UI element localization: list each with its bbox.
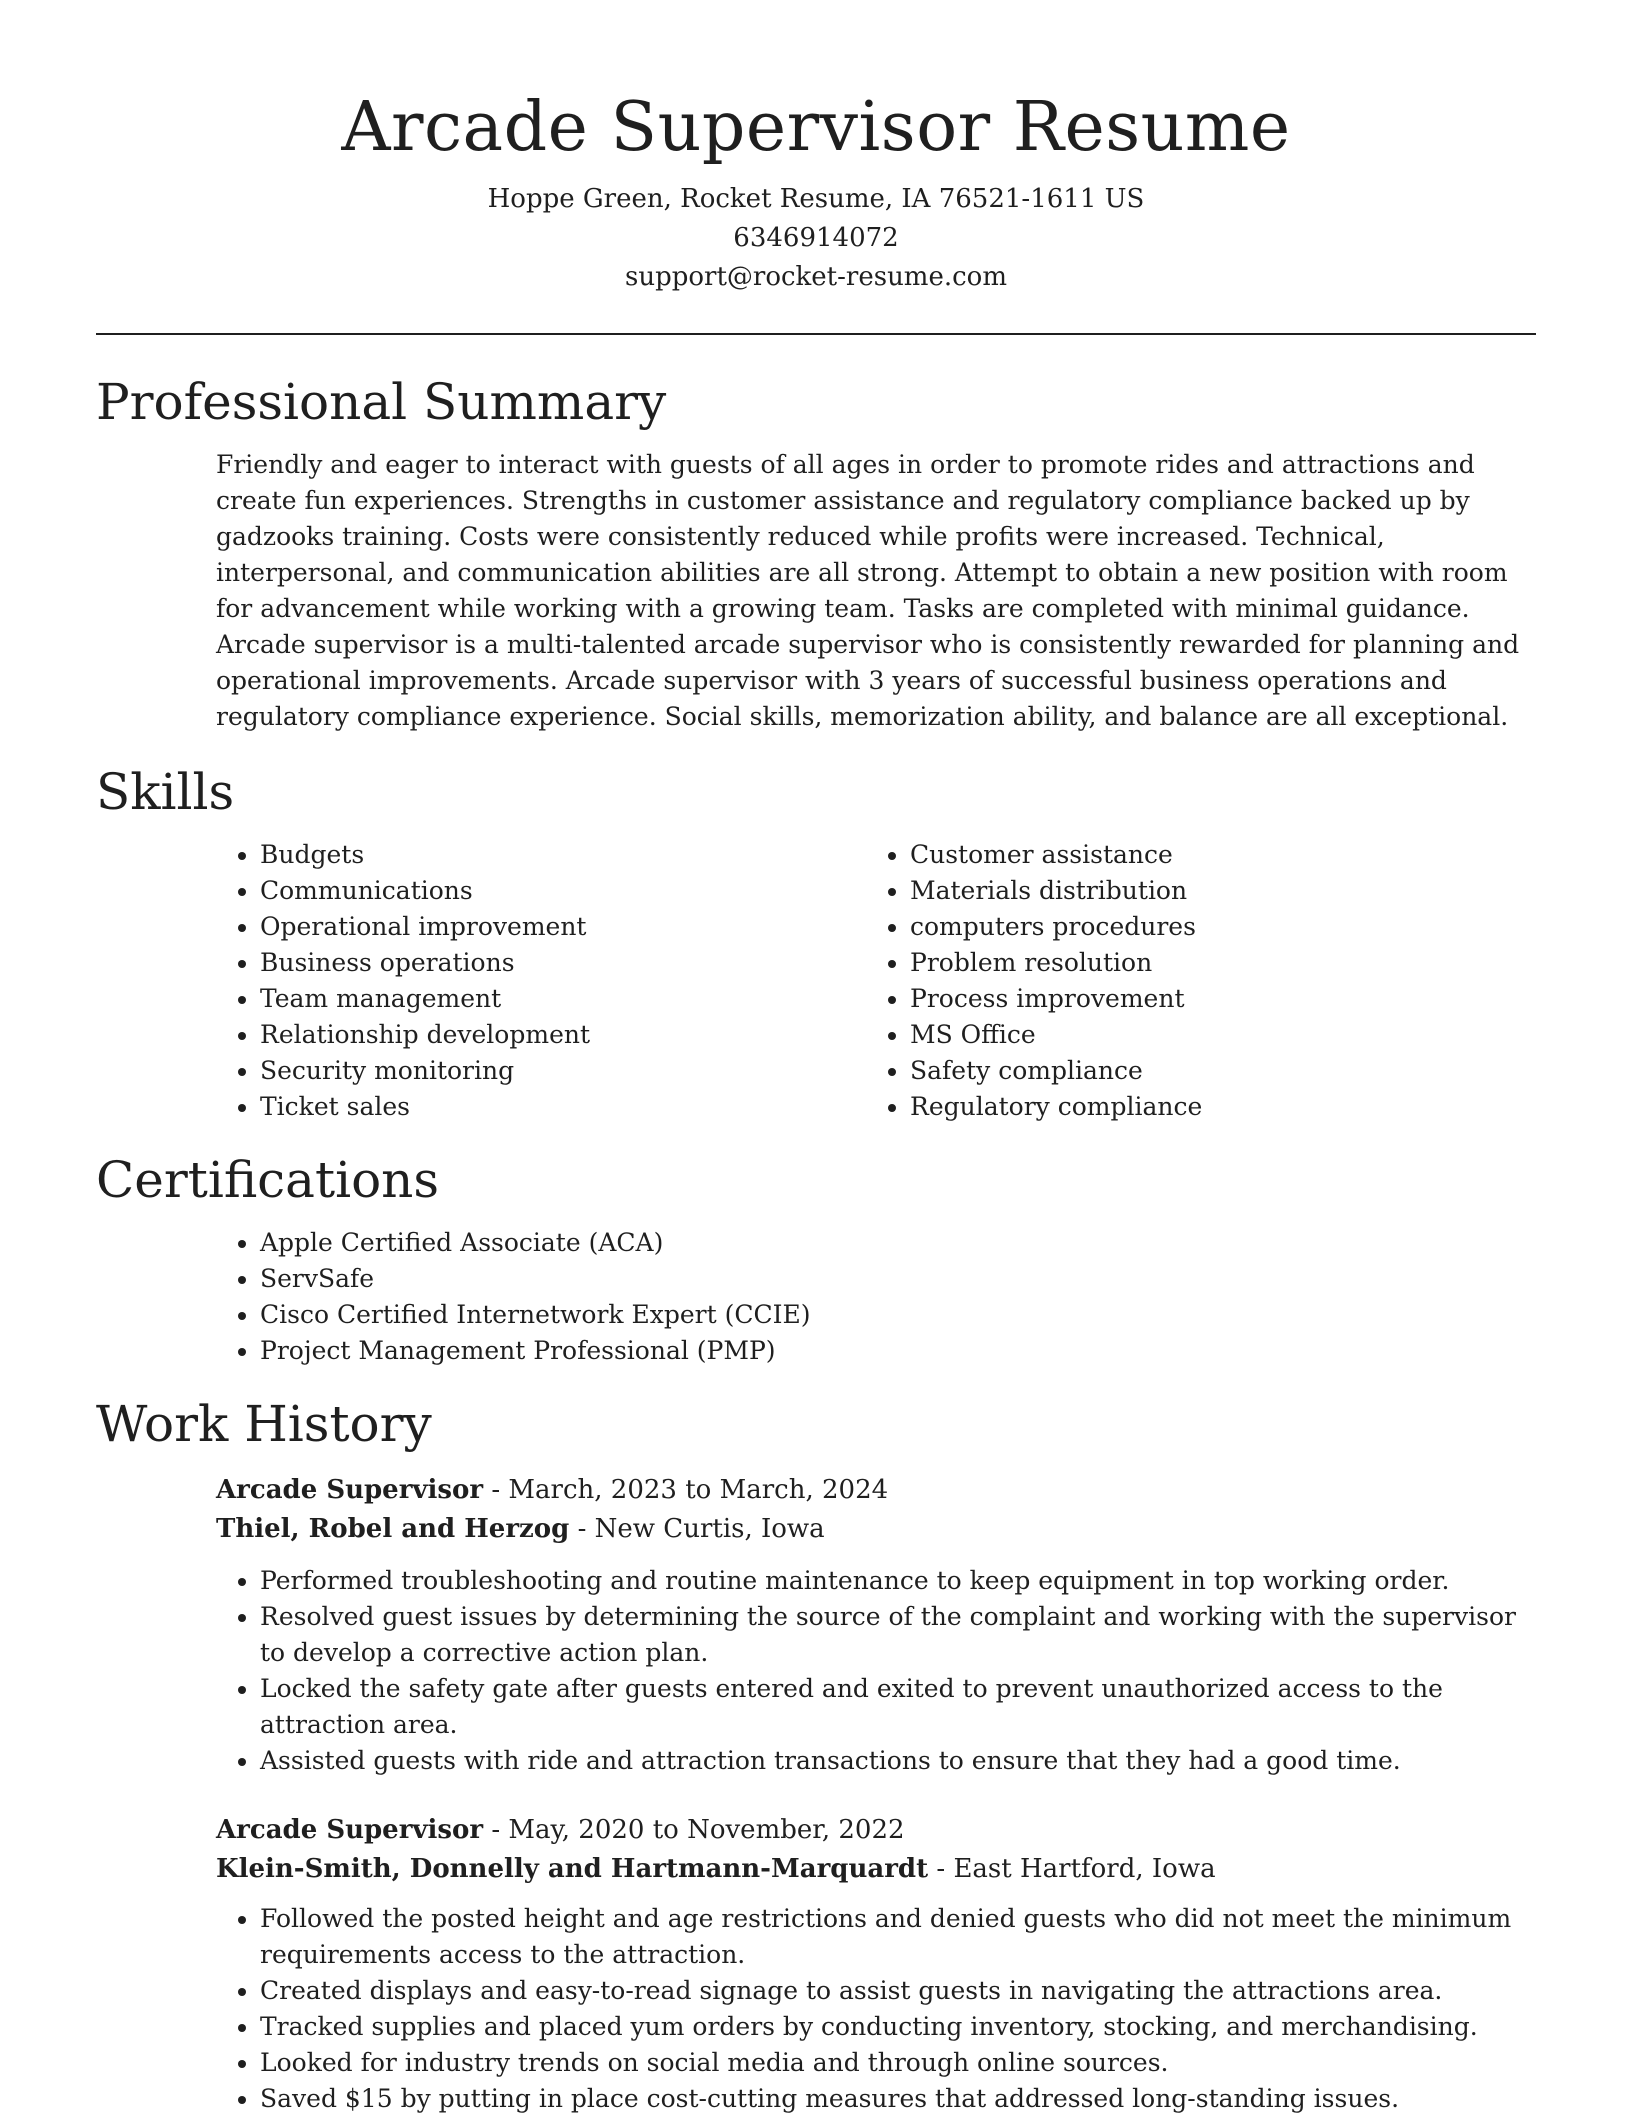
list-item: • Cisco Certified Internetwork Expert (CCIE)	[260, 1297, 1536, 1333]
job-title-line	[216, 1811, 1536, 1850]
work-history-section	[96, 1391, 1536, 2117]
list-item: • ServSafe	[260, 1261, 1536, 1297]
list-item: • Created displays and easy-to-read signage to assist guests in navigating the attractions area.	[260, 1973, 1536, 2009]
skills-section	[96, 759, 1536, 1125]
skills-heading: Skills	[96, 763, 235, 821]
list-item: • Regulatory compliance	[910, 1089, 1516, 1125]
skills-column-right	[866, 837, 1516, 1125]
list-item: • Communications	[260, 873, 866, 909]
summary-section	[96, 369, 1536, 735]
contact-phone: 6346914072	[733, 223, 899, 253]
skills-column-left	[216, 837, 866, 1125]
job-bullets	[216, 1563, 1536, 1779]
certifications-heading: Certifications	[96, 1151, 440, 1209]
list-item: • Security monitoring	[260, 1053, 866, 1089]
page-title: Arcade Supervisor Resume	[341, 88, 1291, 167]
list-item: • computers procedures	[910, 909, 1516, 945]
job-entry	[216, 1471, 1536, 1779]
list-item: • Looked for industry trends on social media and through online sources.	[260, 2045, 1536, 2081]
job-company: Thiel, Robel and Herzog	[216, 1514, 570, 1544]
job-dates: - March, 2023 to March, 2024	[483, 1475, 889, 1505]
job-location: - East Hartford, Iowa	[928, 1854, 1216, 1884]
summary-heading: Professional Summary	[96, 373, 667, 431]
contact-email: support@rocket-resume.com	[624, 262, 1007, 292]
list-item: • Resolved guest issues by determining the source of the complaint and working with the supervisor to develop a corrective action plan.	[260, 1599, 1536, 1671]
certifications-body	[216, 1225, 1536, 1369]
job-location: - New Curtis, Iowa	[569, 1514, 825, 1544]
certifications-section	[96, 1147, 1536, 1369]
header-divider	[96, 333, 1536, 335]
certifications-list	[216, 1225, 1536, 1369]
list-item: • Project Management Professional (PMP)	[260, 1333, 1536, 1369]
skills-list-right	[866, 837, 1516, 1125]
summary-text: Friendly and eager to interact with guests of all ages in order to promote rides and attractions and create fun experiences. Strengths in customer assistance and regulatory compliance backed up by gadzooks training. Costs were consistently reduced while profits were increased. Technical, interpersonal, and communication abilities are all strong. Attempt to obtain a new position with room for advancement while working with a growing team. Tasks are completed with minimal guidance. Arcade supervisor is a multi-talented arcade supervisor who is consistently rewarded for planning and operational improvements. Arcade supervisor with 3 years of successful business operations and regulatory compliance experience. Social skills, memorization ability, and balance are all exceptional.	[216, 450, 1520, 731]
job-entry	[216, 1811, 1536, 2117]
list-item: • Materials distribution	[910, 873, 1516, 909]
resume-header	[96, 0, 1536, 297]
list-item: • Performed troubleshooting and routine maintenance to keep equipment in top working order.	[260, 1563, 1536, 1599]
list-item: • Problem resolution	[910, 945, 1516, 981]
list-item: • Ticket sales	[260, 1089, 866, 1125]
job-title: Arcade Supervisor	[216, 1815, 484, 1845]
job-title-line	[216, 1471, 1536, 1510]
list-item: • Process improvement	[910, 981, 1516, 1017]
job-company-line	[216, 1510, 1536, 1549]
job-dates: - May, 2020 to November, 2022	[483, 1815, 905, 1845]
summary-body	[216, 447, 1536, 735]
contact-address: Hoppe Green, Rocket Resume, IA 76521-1611 US	[487, 184, 1145, 214]
skills-list-left	[216, 837, 866, 1125]
list-item: • Relationship development	[260, 1017, 866, 1053]
resume-page	[96, 0, 1536, 2117]
job-company: Klein-Smith, Donnelly and Hartmann-Marquardt	[216, 1854, 929, 1884]
list-item: • Budgets	[260, 837, 866, 873]
list-item: • Followed the posted height and age restrictions and denied guests who did not meet the minimum requirements access to the attraction.	[260, 1901, 1536, 1973]
list-item: • Assisted guests with ride and attraction transactions to ensure that they had a good time.	[260, 1743, 1536, 1779]
list-item: • Customer assistance	[910, 837, 1516, 873]
job-title: Arcade Supervisor	[216, 1475, 484, 1505]
list-item: • Saved $15 by putting in place cost-cutting measures that addressed long-standing issues.	[260, 2081, 1536, 2117]
list-item: • Locked the safety gate after guests entered and exited to prevent unauthorized access to the attraction area.	[260, 1671, 1536, 1743]
work-history-heading: Work History	[96, 1395, 432, 1453]
job-bullets	[216, 1901, 1536, 2117]
list-item: • Safety compliance	[910, 1053, 1516, 1089]
contact-info	[96, 180, 1536, 297]
job-company-line	[216, 1850, 1536, 1889]
list-item: • Tracked supplies and placed yum orders by conducting inventory, stocking, and merchandising.	[260, 2009, 1536, 2045]
skills-grid	[216, 837, 1536, 1125]
list-item: • Apple Certified Associate (ACA)	[260, 1225, 1536, 1261]
list-item: • MS Office	[910, 1017, 1516, 1053]
list-item: • Operational improvement	[260, 909, 866, 945]
list-item: • Team management	[260, 981, 866, 1017]
list-item: • Business operations	[260, 945, 866, 981]
